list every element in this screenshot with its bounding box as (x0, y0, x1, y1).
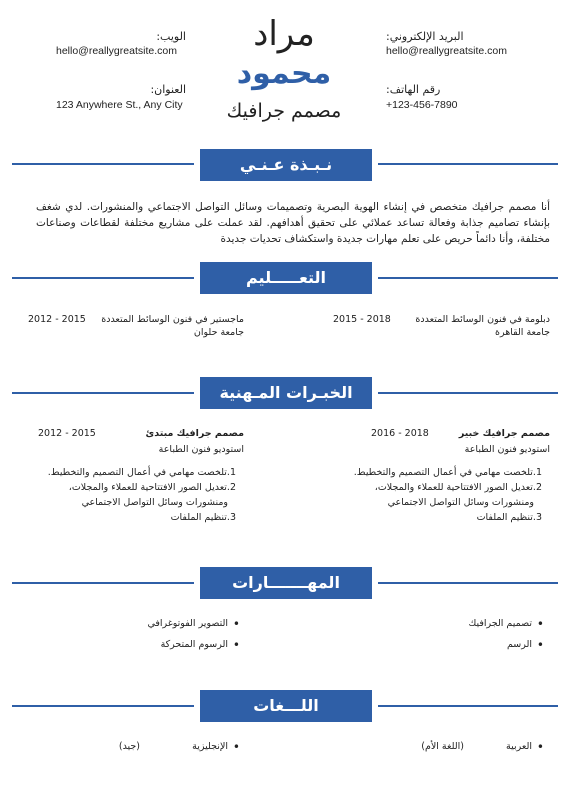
education-degree: دبلومة في فنون الوسائط المتعددة (415, 314, 550, 325)
job-role-company: استوديو فنون الطباعة (464, 444, 550, 455)
email-label: البريد الإلكتروني: (386, 30, 464, 43)
job-duty: ومنشورات وسائل التواصل الاجتماعي (387, 497, 534, 508)
last-name: محمود (236, 56, 332, 91)
job-duties-list (24, 465, 236, 525)
language-name: العربية • (470, 741, 532, 752)
education-degree: ماجستير في فنون الوسائط المتعددة (101, 314, 244, 325)
section-divider (12, 705, 194, 707)
job-duty: 3.تنظيم الملفات (170, 512, 236, 523)
job-role-company: استوديو فنون الطباعة (158, 444, 244, 455)
job-role-title: مصمم جرافيك خبير (458, 428, 550, 439)
first-name: مراد (253, 14, 315, 54)
section-divider (12, 163, 194, 165)
phone-value[interactable]: +123-456-7890 (386, 99, 458, 111)
section-divider (378, 277, 558, 279)
section-divider (12, 582, 194, 584)
language-name: الإنجليزية • (160, 741, 228, 752)
education-school: جامعة القاهرة (494, 327, 550, 338)
job-role-years: 2016 - 2018 (371, 428, 429, 439)
job-duty: 1.تلخصت مهامي في أعمال التصميم والتخطيط. (47, 467, 236, 478)
job-duty: 2.تعديل الصور الافتتاحية للعملاء والمجلات، (374, 482, 542, 493)
section-divider (378, 705, 558, 707)
section-divider (378, 582, 558, 584)
language-level: (اللغة الأم) (421, 741, 464, 752)
section-heading-education: التعـــــليم (200, 262, 372, 294)
address-value: 123 Anywhere St., Any City (56, 99, 183, 111)
skill-item: الرسم • (420, 639, 532, 650)
job-duty: 1.تلخصت مهامي في أعمال التصميم والتخطيط. (353, 467, 542, 478)
education-years: 2012 - 2015 (28, 314, 86, 325)
job-duty: 3.تنظيم الملفات (476, 512, 542, 523)
email-value[interactable]: hello@reallygreatsite.com (386, 45, 507, 57)
about-text: أنا مصمم جرافيك متخصص في إنشاء الهوية البصرية وتصميمات وسائل التواصل الاجتماعي والمنشورات. لدي شغف بإنشاء تصاميم جذابة وفعالة تساعد عملائي على تحقيق أهدافهم. لقد عملت على مشاريع مختلفة لقطاعات وصناعات مختلفة، وأنا دائماً حريص على تعلم مهارات جديدة واستكشاف تحديات جديدة (36, 201, 550, 245)
job-duties-list (330, 465, 542, 525)
section-heading-languages: اللـــغات (200, 690, 372, 722)
section-divider (12, 277, 194, 279)
education-school: جامعة حلوان (193, 327, 244, 338)
section-heading-skills: المهـــــــارات (200, 567, 372, 599)
job-duty: ومنشورات وسائل التواصل الاجتماعي (81, 497, 228, 508)
skill-item: الرسوم المتحركة • (110, 639, 228, 650)
address-label: العنوان: (150, 83, 186, 96)
skill-item: تصميم الجرافيك • (420, 618, 532, 629)
education-years: 2015 - 2018 (333, 314, 391, 325)
job-role-years: 2012 - 2015 (38, 428, 96, 439)
section-divider (378, 392, 558, 394)
job-duty: 2.تعديل الصور الافتتاحية للعملاء والمجلات، (68, 482, 236, 493)
section-divider (12, 392, 194, 394)
web-value[interactable]: hello@reallygreatsite.com (56, 45, 177, 57)
job-title: مصمم جرافيك (226, 100, 342, 122)
skill-item: التصوير الفوتوغرافي • (110, 618, 228, 629)
job-role-title: مصمم جرافيك مبتدئ (145, 428, 244, 439)
section-divider (378, 163, 558, 165)
web-label: الويب: (156, 30, 186, 43)
section-heading-experience: الخبـرات المـهنية (200, 377, 372, 409)
section-heading-about: نـبـذة عـنـي (200, 149, 372, 181)
phone-label: رقم الهاتف: (386, 83, 441, 96)
language-level: (جيد) (118, 741, 140, 752)
